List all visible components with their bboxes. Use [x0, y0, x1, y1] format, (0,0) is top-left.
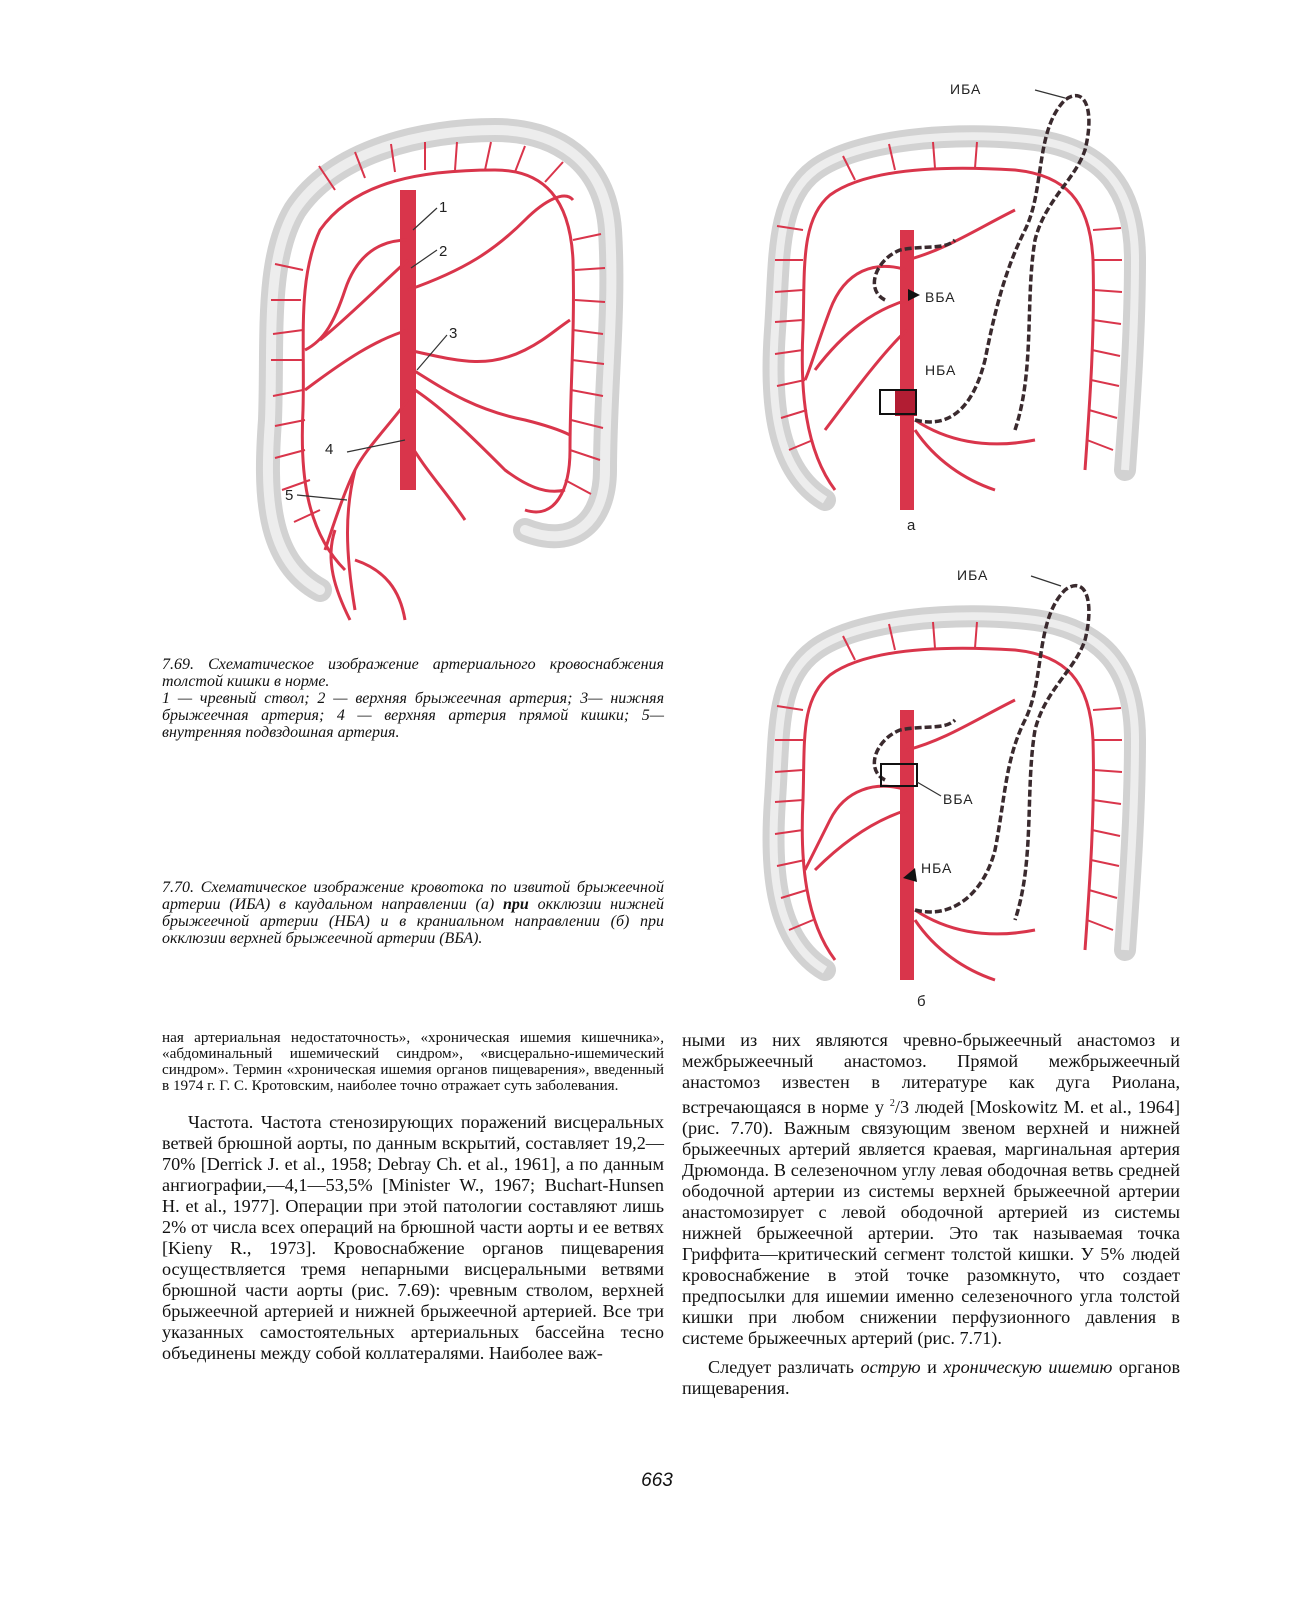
- label-vba-b: ВБА: [943, 791, 974, 807]
- caption-7-70-part2: окклюзии нижней брыжеечной артерии (НБА) и в краниальном направлении (б) при окклюзии верхней брыжеечной артерии (ВБА).: [162, 896, 665, 947]
- label-3: 3: [449, 325, 458, 342]
- panel-letter-b: б: [917, 993, 926, 1010]
- label-1: 1: [439, 199, 448, 216]
- label-nba-b: НБА: [921, 860, 953, 876]
- right-column: [682, 1030, 1180, 1399]
- caption-7-70-bold: при: [502, 896, 529, 913]
- left-column: [162, 1030, 664, 1364]
- left-para-1: ная артериальная недостаточность», «хроническая ишемия кишечника», «абдоминальный ишемический синдром», «висцерально-ишемический синдром». Термин «хроническая ишемия органов пищеварения», введенный в 1974 г. Г. С. Кротовским, наиболее точно отражает суть заболевания.: [162, 1029, 664, 1094]
- label-5: 5: [285, 487, 294, 504]
- left-para-2: Частота. Частота стенозирующих поражений висцеральных ветвей брюшной аорты, по данным вскрытий, составляет 19,2—70% [Derrick J. et al., 1958; Debray Ch. et al., 1961], а по данным ангиографии,—4,1—53,5% [Minister W., 1967; Buchart-Hunsen H. et al., 1977]. Операции при этой патологии составляют лишь 2% от числа всех операций на брюшной части аорты и ее ветвях [Kieny R., 1973]. Кровоснабжение органов пищеварения осуществляется тремя непарными висцеральными ветвями брюшной части аорты (рис. 7.69): чревным стволом, верхней брыжеечной артерией и нижней брыжеечной артерией. Все три указанных самостоятельных артериальных бассейна тесно объединены между собой коллатералями. Наиболее важ-: [162, 1112, 664, 1363]
- figure-7-69: [225, 90, 665, 630]
- label-2: 2: [439, 243, 448, 260]
- right-para-2: Следует различать острую и хроническую ишемию органов пищеварения.: [682, 1357, 1181, 1399]
- label-iba-b: ИБА: [957, 567, 989, 583]
- figure-7-70b-illustration: [735, 560, 1175, 1020]
- caption-7-69: [162, 656, 664, 741]
- fraction-numerator: 2: [889, 1098, 895, 1109]
- fraction-denominator: 3: [899, 1097, 910, 1118]
- label-nba: НБА: [925, 362, 957, 378]
- page-number: 663: [641, 1470, 673, 1491]
- label-vba: ВБА: [925, 289, 956, 305]
- figure-7-70a: [735, 70, 1175, 550]
- marginal-artery: [302, 170, 573, 570]
- figure-7-70a-illustration: [735, 70, 1175, 550]
- label-iba: ИБА: [950, 81, 982, 97]
- panel-letter-a: а: [907, 517, 916, 534]
- right-para-1: ными из них являются чревно-брыжеечный анастомоз и межбрыжеечный анастомоз. Прямой межбрыжеечный анастомоз известен в литературе как дуга Риолана, встречающаяся в норме у $^2$/3 людей [Moskowitz M. et al., 1964] (рис. 7.70). Важным связующим звеном верхней и нижней брыжеечных артерий является краевая, маргинальная артерия Дрюмонда. В селезеночном углу левая ободочная ветвь средней ободочной артерии из системы верхней брыжеечной артерии анастомозирует с левой ободочной артерией из системы нижней брыжеечной артерии. Это так называемая точка Гриффита—критический сегмент толстой кишки. У 5% людей кровоснабжение в этой точке разомкнуто, что создает предпосылки для ишемии именно селезеночного угла толстой кишки при любом снижении перфузионного давления в системе брыжеечных артерий (рис. 7.71).: [682, 1030, 1181, 1349]
- caption-7-69-body: 1 — чревный ствол; 2 — верхняя брыжеечная артерия; 3— нижняя брыжеечная артерия; 4 — верхняя артерия прямой кишки; 5—внутренняя подвздошная артерия.: [162, 690, 664, 741]
- figure-7-69-illustration: [225, 90, 665, 630]
- caption-7-69-title: 7.69. Схематическое изображение артериального кровоснабжения толстой кишки в норме.: [162, 656, 664, 690]
- caption-7-70-part1: 7.70. Схематическое изображение кровотока по извитой брыжеечной артерии (ИБА) в каудальном направлении (а): [162, 879, 664, 913]
- caption-7-70: [162, 879, 664, 947]
- label-4: 4: [325, 441, 334, 458]
- figure-7-70b: [735, 560, 1175, 1020]
- aorta: [400, 190, 416, 490]
